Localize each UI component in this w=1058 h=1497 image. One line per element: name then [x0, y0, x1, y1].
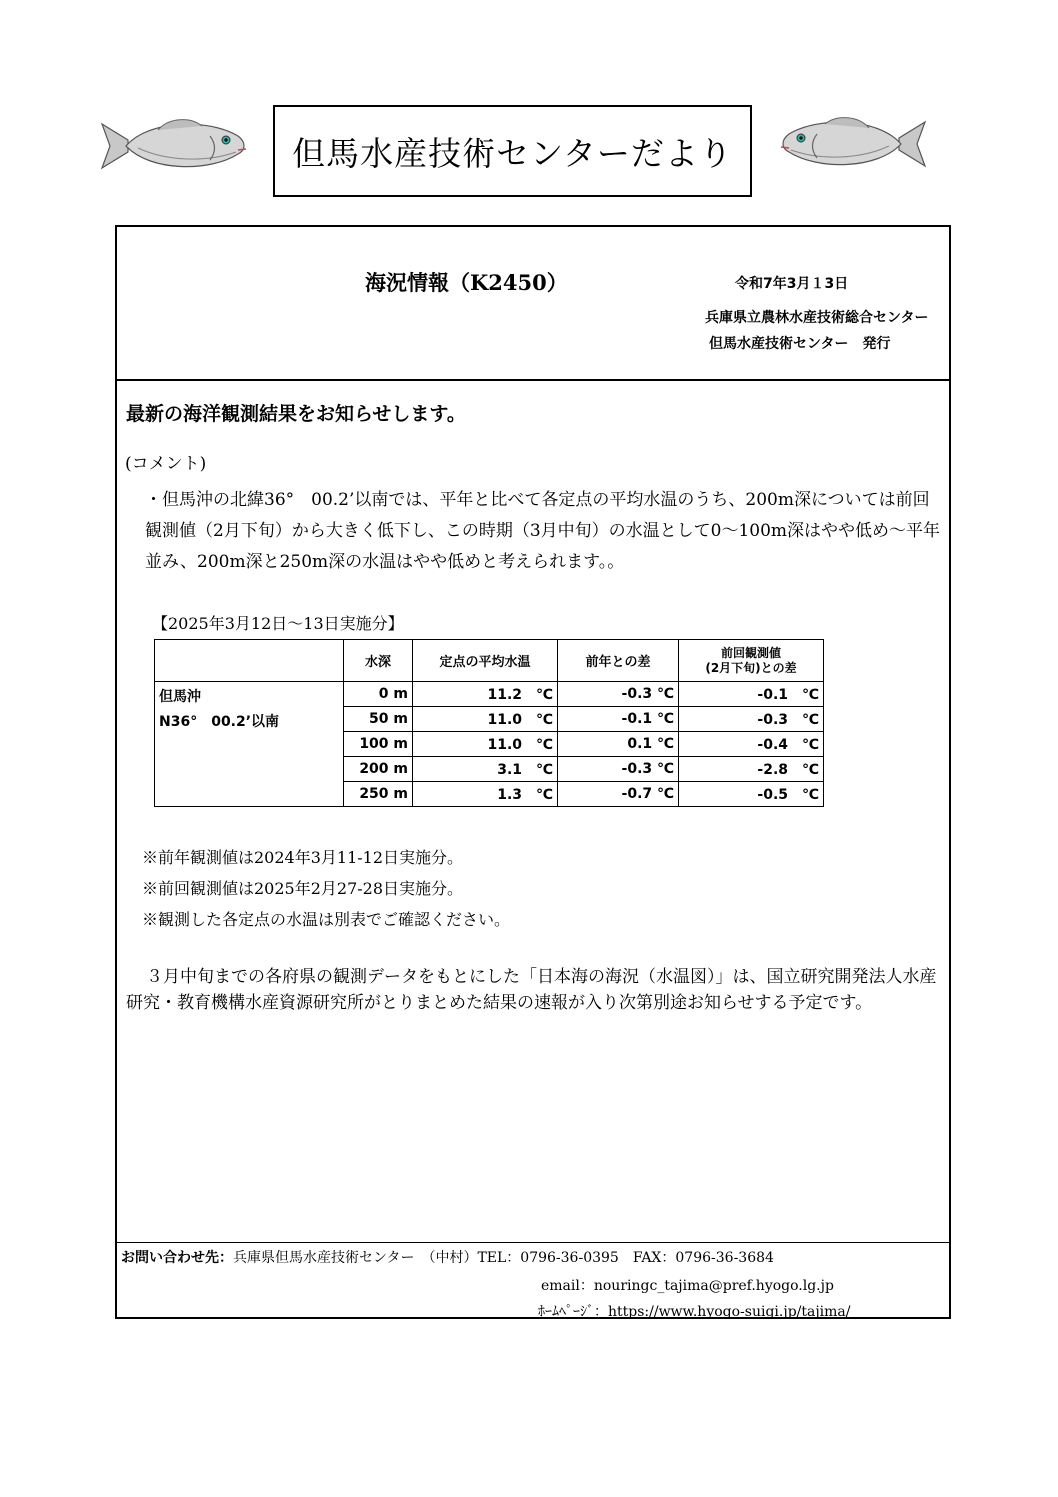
- footer-email[interactable]: email：nouringc_tajima@pref.hyogo.lg.jp: [541, 1278, 834, 1294]
- depth-cell: 0 m: [344, 682, 413, 707]
- mean-cell: 11.0 ℃: [413, 732, 558, 757]
- header-last-obs: [679, 640, 824, 682]
- doc-date: 令和7年3月１3日: [735, 276, 849, 292]
- header-last-obs-line2: (2月下旬)との差: [705, 660, 797, 675]
- header-mean: 定点の平均水温: [413, 640, 558, 682]
- note-station-table: ※観測した各定点の水温は別表でご確認ください。: [142, 910, 511, 929]
- publisher-line-2: 但馬水産技術センター 発行: [709, 336, 891, 352]
- comment-text: ・但馬沖の北緯36° 00.2’以南では、平年と比べて各定点の平均水温のうち、200m深については前回観測値（2月下旬）から大きく低下し、この時期（3月中旬）の水温として0～100m深はやや低め～平年並み、200m深と250m深の水温はやや低めと考えられます。。: [145, 490, 941, 572]
- table-header-row: [155, 640, 824, 682]
- depth-cell: 200 m: [344, 757, 413, 782]
- footer-homepage[interactable]: ﾎｰﾑﾍﾟｰｼﾞ：https://www.hyogo-suigi.jp/tajima/: [538, 1304, 851, 1320]
- prev-year-cell: 0.1 ℃: [558, 732, 679, 757]
- depth-cell: 100 m: [344, 732, 413, 757]
- observation-table: [154, 639, 824, 807]
- closing-text: ３月中旬までの各府県の観測データをもとにした「日本海の海況（水温図）」は、国立研究開発法人水産研究・教育機構水産資源研究所がとりまとめた結果の速報が入り次第別途お知らせする予定です。: [126, 967, 937, 1013]
- last-obs-cell: -0.1 ℃: [679, 682, 824, 707]
- prev-year-cell: -0.7 ℃: [558, 782, 679, 807]
- comment-heading: (コメント): [125, 454, 207, 474]
- doc-title: 海況情報（K2450）: [365, 270, 568, 295]
- footer-contact: [121, 1247, 774, 1267]
- header-depth: 水深: [344, 640, 413, 682]
- header-prev-year: 前年との差: [558, 640, 679, 682]
- area-cell: [155, 682, 344, 807]
- contact-text: 兵庫県但馬水産技術センター （中村）TEL：0796-36-0395 FAX：0796-36-3684: [233, 1250, 774, 1266]
- mean-cell: 3.1 ℃: [413, 757, 558, 782]
- mean-cell: 11.0 ℃: [413, 707, 558, 732]
- area-name: 但馬沖: [159, 689, 201, 705]
- header-last-obs-line1: 前回観測値: [720, 645, 781, 660]
- publisher-line-1: 兵庫県立農林水産技術総合センター: [705, 310, 929, 326]
- prev-year-cell: -0.1 ℃: [558, 707, 679, 732]
- last-obs-cell: -0.3 ℃: [679, 707, 824, 732]
- observation-period: 【2025年3月12日～13日実施分】: [152, 614, 404, 633]
- document-frame: [115, 225, 951, 1319]
- banner-title: 但馬水産技術センターだより: [292, 133, 733, 173]
- depth-cell: 50 m: [344, 707, 413, 732]
- header-divider: [117, 379, 949, 381]
- banner-title-box: [273, 105, 752, 197]
- prev-year-cell: -0.3 ℃: [558, 682, 679, 707]
- last-obs-cell: -0.5 ℃: [679, 782, 824, 807]
- area-latitude: N36° 00.2’以南: [159, 714, 280, 730]
- footer-divider: [117, 1242, 949, 1243]
- mean-cell: 1.3 ℃: [413, 782, 558, 807]
- mean-cell: 11.2 ℃: [413, 682, 558, 707]
- last-obs-cell: -2.8 ℃: [679, 757, 824, 782]
- note-last-obs: ※前回観測値は2025年2月27-28日実施分。: [142, 879, 464, 898]
- table-row: [155, 682, 824, 707]
- fish-icon-right: [778, 108, 930, 178]
- depth-cell: 250 m: [344, 782, 413, 807]
- lead-text: 最新の海洋観測結果をお知らせします。: [126, 403, 466, 425]
- contact-label: お問い合わせ先：: [121, 1250, 233, 1266]
- fish-icon-left: [98, 110, 248, 180]
- header-blank: [155, 640, 344, 682]
- prev-year-cell: -0.3 ℃: [558, 757, 679, 782]
- note-prev-year: ※前年観測値は2024年3月11-12日実施分。: [142, 848, 464, 867]
- last-obs-cell: -0.4 ℃: [679, 732, 824, 757]
